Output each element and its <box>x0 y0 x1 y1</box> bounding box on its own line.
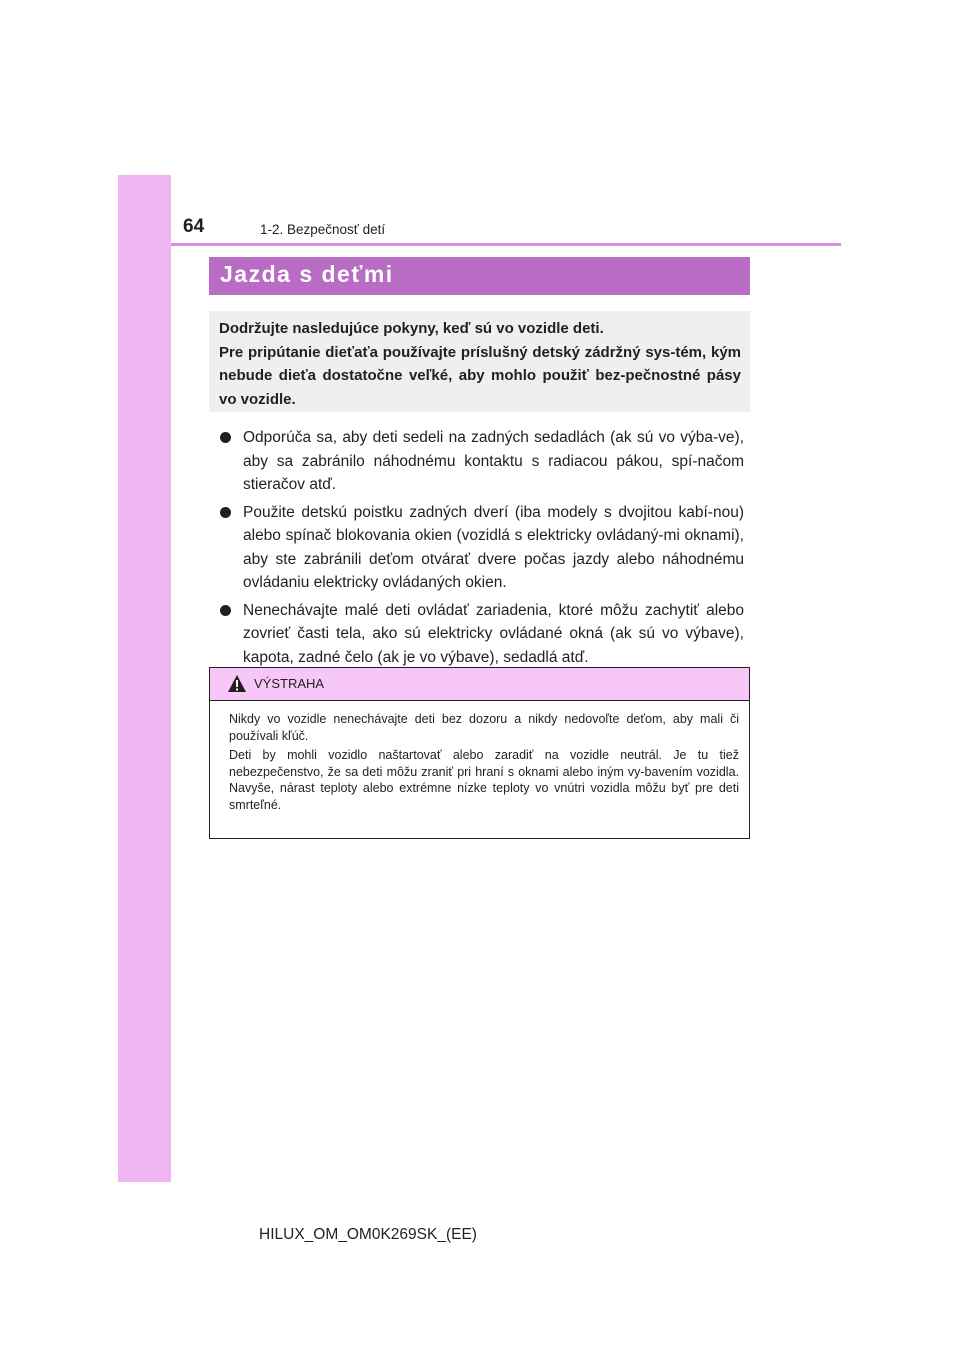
page-number: 64 <box>183 216 205 237</box>
bullet-dot-icon <box>220 432 231 443</box>
bullet-dot-icon <box>220 507 231 518</box>
footer-document-code: HILUX_OM_OM0K269SK_(EE) <box>259 1226 477 1243</box>
bullet-item <box>214 426 744 497</box>
warning-paragraph: Deti by mohli vozidlo naštartovať alebo zaradiť na vozidle neutrál. Je tu tiež nebezpečenstvo, že sa deti môžu zraniť pri hraní s oknami alebo iným vy-bavením vozidla. Navyše, nárast teploty alebo extrémne nízke teploty vo vnútri vozidla môžu byť pre deti smrteľné. <box>229 748 739 812</box>
page-heading: Jazda s deťmi <box>220 261 394 287</box>
section-title: 1-2. Bezpečnosť detí <box>260 222 386 237</box>
bullet-text: Použite detskú poistku zadných dverí (iba modely s dvojitou kabí-nou) alebo spínač blokovania okien (vozidlá s elektricky ovládaný-mi oknami), aby ste zabránili deťom otvárať dvere počas jazdy alebo náhodnému ovládaniu elektricky ovládaných okien. <box>243 503 744 591</box>
bullet-text: Nenechávajte malé deti ovládať zariadenia, ktoré môžu zachytiť alebo zovrieť časti tela, ako sú elektricky ovládané okná (ak sú vo výbave), kapota, zadné čelo (ak je vo výbave), sedadlá atď. <box>243 601 744 666</box>
bullet-item <box>214 599 744 670</box>
intro-box <box>209 311 750 412</box>
bullet-item <box>214 501 744 595</box>
warning-triangle-icon <box>227 674 247 693</box>
intro-paragraph: Pre pripútanie dieťaťa používajte príslušný detský zádržný sys-tém, kým nebude dieťa dostatočne veľké, aby mohlo použiť bez-pečnostné pásy vo vozidle. <box>219 343 741 408</box>
intro-line: Dodržujte nasledujúce pokyny, keď sú vo vozidle deti. <box>219 320 604 337</box>
bullet-text: Odporúča sa, aby deti sedeli na zadných sedadlách (ak sú vo výba-ve), aby sa zabránilo náhodnému kontaktu s radiacou pákou, spí-načom stieračov atď. <box>243 429 744 493</box>
header-divider <box>171 243 841 246</box>
side-tab-bar <box>118 175 171 1182</box>
bullet-dot-icon <box>220 605 231 616</box>
warning-body <box>210 701 749 813</box>
heading-band <box>209 257 750 295</box>
warning-box <box>209 667 750 839</box>
warning-label: VÝSTRAHA <box>254 676 325 691</box>
warning-header <box>210 668 749 701</box>
warning-paragraph: Nikdy vo vozidle nenechávajte deti bez dozoru a nikdy nedovoľte deťom, aby mali či používali kľúč. <box>229 712 739 743</box>
bullet-list <box>214 426 744 673</box>
